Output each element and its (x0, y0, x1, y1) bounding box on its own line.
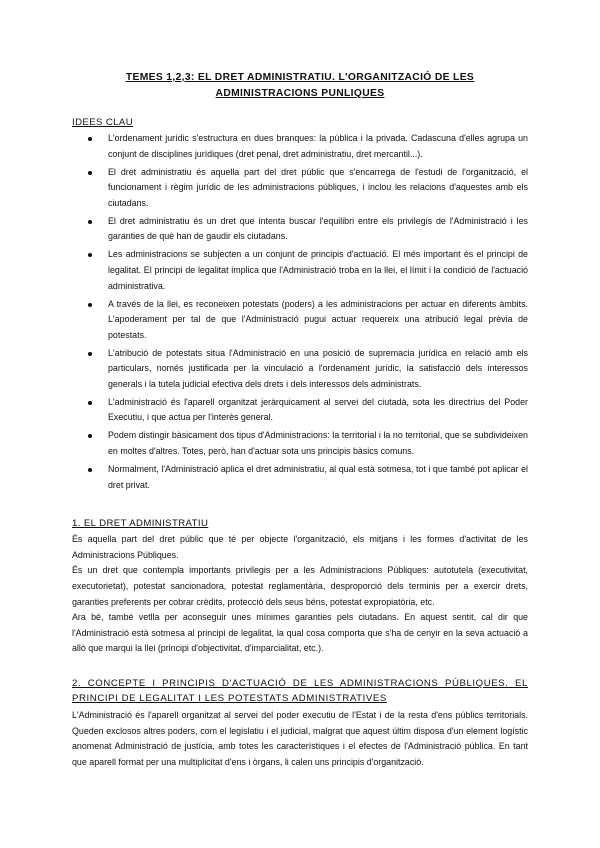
list-item-text: A través de la llei, es reconeixen potestats (poders) a les administracions per actuar en diferents àmbits. L'apoderament per tal de que l'Administració pugui actuar requereix una atribució legal prèvia de potestats. (108, 298, 528, 340)
document-title (72, 70, 528, 102)
list-item (72, 165, 528, 212)
list-item (72, 346, 528, 393)
key-ideas-section (72, 116, 528, 493)
bullet-icon (88, 434, 92, 438)
list-item-text: Normalment, l'Administració aplica el dret administratiu, al qual està sotmesa, tot i que també pot aplicar el dret privat. (108, 464, 528, 490)
list-item-text: L'ordenament jurídic s'estructura en dues branques: la pública i la privada. Cadascuna d'elles agrupa un conjunt de disciplines jurídiques (dret penal, dret administratiu, dret mercantil...). (108, 133, 528, 159)
section-2-heading: 2. CONCEPTE I PRINCIPIS D'ACTUACIÓ DE LES ADMINISTRACIONS PÚBLIQUES. EL PRINCIPI DE LEGALITAT I LES POTESTATS ADMINISTRATIVES (72, 677, 528, 704)
list-item-text: Podem distingir bàsicament dos tipus d'Administracions: la territorial i la no territorial, que se subdivideixen en moltes d'altres. Totes, però, han d'actuar sota uns principis bàsics comuns. (108, 430, 528, 457)
list-item (72, 247, 528, 294)
bullet-icon (88, 401, 92, 405)
title-line-2: ADMINISTRACIONS PUNLIQUES (215, 88, 385, 99)
list-item (72, 395, 528, 426)
list-item-text: L'administració és l'aparell organitzat jeràrquicament al servei del ciutadà, sota les directrius del Poder Executiu, i que actua per l'interès general. (108, 396, 528, 423)
list-item-text: El dret administratiu és un dret que intenta buscar l'equilibri entre els privilegis de l'Administració i les garanties de què han de gaudir els ciutadans. (108, 215, 528, 242)
title-line-1: TEMES 1,2,3: EL DRET ADMINISTRATIU. L'ORGANITZACIÓ DE LES (125, 72, 475, 83)
list-item (72, 297, 528, 344)
key-ideas-list (72, 131, 528, 493)
list-item-text: Les administracions se subjecten a un conjunt de principis d'actuació. El més important és el principi de legalitat. El principi de legalitat implica que l'Administració troba en la llei, el límit i la condició de l'actuació administrativa. (108, 249, 528, 291)
bullet-icon (88, 352, 92, 356)
list-item-text: L'atribució de potestats situa l'Administració en una posició de supremacia jurídica en relació amb els particulars, només justificada per la vinculació a l'ordenament jurídic, la satisfacció dels interessos generals i la tutela judicial efectiva dels drets i dels interessos dels administrats. (108, 347, 528, 389)
list-item-text: El dret administratiu és aquella part del dret públic que s'encarrega de l'estudi de l'organització, el funcionament i règim jurídic de les administracions públiques, i inclou les relacions d'aquestes amb els ciutadans. (108, 166, 528, 208)
section-administrative-law (72, 517, 528, 657)
section-2-paragraph-1: L'Administració és l'aparell organitzat al servei del poder executiu de l'Estat i de la resta d'ens públics territorials. Queden exclosos altres poders, com el legislatiu i el judicial, malgrat que aquest últim disposa d'un element logístic anomenat Administració de justícia, amb totes les característiques i el efectes de l'Administració pública. En tant que aparell format per una multiplicitat d'ens i òrgans, li calen uns principis d'organització. (72, 709, 528, 767)
section-1-heading: 1. EL DRET ADMINISTRATIU (72, 518, 209, 530)
bullet-icon (88, 253, 92, 257)
key-ideas-heading: IDEES CLAU (72, 117, 134, 128)
section-1-paragraph-3: Ara bé, també vetlla per aconseguir unes mínimes garanties pels ciutadans. En aquest sentit, cal dir que l'Administració està sotmesa al principi de legalitat, la qual cosa comporta que s'ha de cenyir en la seva actuació a allò que marqui la llei (principi d'objectivitat, d'imparcialitat, etc.). (72, 612, 528, 654)
bullet-icon (88, 137, 92, 141)
bullet-icon (88, 303, 92, 307)
list-item (72, 214, 528, 245)
section-1-paragraph-2: És un dret que contempla importants privilegis per a les Administracions Públiques: autotutela (executivitat, executorietat), potestat sancionadora, potestat reglamentària, desproporció dels terminis per a exercir drets, garanties preferents per cobrar crèdits, protecció dels seus béns, potestat expropiatòria, etc. (72, 565, 528, 607)
list-item (72, 428, 528, 459)
list-item (72, 462, 528, 493)
section-1-paragraph-1: És aquella part del dret públic que té per objecte l'organització, els mitjans i les formes d'activitat de les Administracions Públiques. (72, 534, 528, 560)
bullet-icon (88, 171, 92, 175)
section-concept-principles (72, 676, 528, 770)
bullet-icon (88, 220, 92, 224)
bullet-icon (88, 468, 92, 472)
list-item (72, 131, 528, 162)
